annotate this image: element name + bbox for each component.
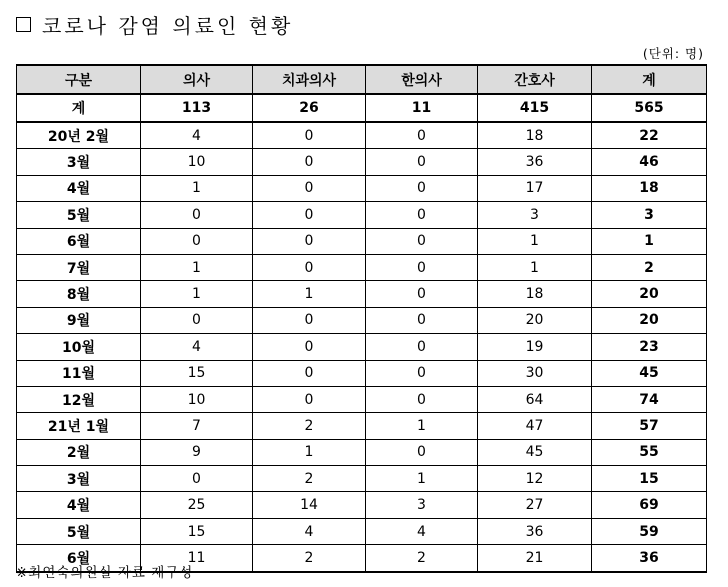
- cell-dentist: 1: [253, 281, 366, 307]
- cell-doctor: 0: [141, 228, 253, 254]
- cell-month-label: 4월: [17, 492, 141, 518]
- cell-month-label: 3월: [17, 149, 141, 175]
- cell-oriental-doctor: 4: [366, 518, 478, 544]
- cell-nurse: 19: [478, 334, 592, 360]
- cell-sum: 59: [592, 518, 707, 544]
- cell-oriental-doctor: 0: [366, 228, 478, 254]
- cell-doctor: 15: [141, 518, 253, 544]
- cell-doctor: 10: [141, 386, 253, 412]
- total-label: 계: [17, 94, 141, 122]
- header-category: 구분: [17, 65, 141, 94]
- cell-doctor: 7: [141, 413, 253, 439]
- table-row: [17, 254, 707, 280]
- cell-nurse: 21: [478, 545, 592, 572]
- header-total: 계: [592, 65, 707, 94]
- table-row: [17, 466, 707, 492]
- total-oriental-doctor: 11: [366, 94, 478, 122]
- cell-dentist: 2: [253, 545, 366, 572]
- table-row: [17, 202, 707, 228]
- header-doctor: 의사: [141, 65, 253, 94]
- cell-dentist: 2: [253, 413, 366, 439]
- total-sum: 565: [592, 94, 707, 122]
- cell-month-label: 9월: [17, 307, 141, 333]
- cell-sum: 57: [592, 413, 707, 439]
- table-row: [17, 518, 707, 544]
- cell-sum: 15: [592, 466, 707, 492]
- table-row: [17, 175, 707, 201]
- source-note: ※최연숙의원실 자료 재구성: [16, 565, 194, 581]
- cell-month-label: 4월: [17, 175, 141, 201]
- cell-oriental-doctor: 0: [366, 439, 478, 465]
- cell-month-label: 5월: [17, 202, 141, 228]
- cell-nurse: 27: [478, 492, 592, 518]
- total-nurse: 415: [478, 94, 592, 122]
- table-row: [17, 307, 707, 333]
- cell-oriental-doctor: 0: [366, 307, 478, 333]
- cell-nurse: 36: [478, 518, 592, 544]
- cell-sum: 55: [592, 439, 707, 465]
- checkbox-square-icon: [16, 17, 31, 32]
- cell-oriental-doctor: 0: [366, 149, 478, 175]
- cell-sum: 69: [592, 492, 707, 518]
- cell-month-label: 11월: [17, 360, 141, 386]
- cell-nurse: 64: [478, 386, 592, 412]
- cell-sum: 1: [592, 228, 707, 254]
- cell-oriental-doctor: 2: [366, 545, 478, 572]
- cell-month-label: 21년 1월: [17, 413, 141, 439]
- cell-oriental-doctor: 0: [366, 334, 478, 360]
- cell-sum: 36: [592, 545, 707, 572]
- cell-oriental-doctor: 1: [366, 466, 478, 492]
- cell-month-label: 20년 2월: [17, 122, 141, 149]
- table-row: [17, 334, 707, 360]
- cell-dentist: 0: [253, 386, 366, 412]
- cell-nurse: 3: [478, 202, 592, 228]
- header-row: [17, 65, 707, 94]
- cell-doctor: 4: [141, 122, 253, 149]
- cell-oriental-doctor: 0: [366, 281, 478, 307]
- cell-sum: 45: [592, 360, 707, 386]
- cell-doctor: 1: [141, 175, 253, 201]
- cell-dentist: 0: [253, 122, 366, 149]
- cell-dentist: 14: [253, 492, 366, 518]
- cell-month-label: 5월: [17, 518, 141, 544]
- cell-doctor: 15: [141, 360, 253, 386]
- cell-month-label: 10월: [17, 334, 141, 360]
- cell-month-label: 6월: [17, 545, 141, 572]
- cell-sum: 74: [592, 386, 707, 412]
- cell-sum: 2: [592, 254, 707, 280]
- cell-dentist: 0: [253, 334, 366, 360]
- cell-dentist: 0: [253, 360, 366, 386]
- table-row: [17, 281, 707, 307]
- table-row: [17, 149, 707, 175]
- cell-month-label: 2월: [17, 439, 141, 465]
- cell-dentist: 0: [253, 254, 366, 280]
- cell-nurse: 47: [478, 413, 592, 439]
- cell-doctor: 1: [141, 281, 253, 307]
- cell-nurse: 12: [478, 466, 592, 492]
- table-row: [17, 122, 707, 149]
- cell-month-label: 6월: [17, 228, 141, 254]
- total-row: [17, 94, 707, 122]
- cell-nurse: 30: [478, 360, 592, 386]
- cell-dentist: 4: [253, 518, 366, 544]
- cell-sum: 22: [592, 122, 707, 149]
- cell-dentist: 0: [253, 307, 366, 333]
- table-row: [17, 228, 707, 254]
- cell-nurse: 1: [478, 254, 592, 280]
- cell-doctor: 0: [141, 307, 253, 333]
- cell-oriental-doctor: 0: [366, 175, 478, 201]
- cell-nurse: 36: [478, 149, 592, 175]
- cell-oriental-doctor: 3: [366, 492, 478, 518]
- cell-doctor: 0: [141, 202, 253, 228]
- cell-oriental-doctor: 0: [366, 386, 478, 412]
- cell-nurse: 1: [478, 228, 592, 254]
- cell-dentist: 0: [253, 202, 366, 228]
- cell-sum: 23: [592, 334, 707, 360]
- cell-oriental-doctor: 0: [366, 122, 478, 149]
- header-oriental-doctor: 한의사: [366, 65, 478, 94]
- total-doctor: 113: [141, 94, 253, 122]
- unit-label: (단위: 명): [642, 46, 704, 61]
- table-row: [17, 360, 707, 386]
- cell-nurse: 20: [478, 307, 592, 333]
- cell-month-label: 12월: [17, 386, 141, 412]
- header-dentist: 치과의사: [253, 65, 366, 94]
- cell-dentist: 1: [253, 439, 366, 465]
- medical-staff-infection-table: [16, 64, 707, 573]
- cell-sum: 18: [592, 175, 707, 201]
- cell-doctor: 10: [141, 149, 253, 175]
- cell-oriental-doctor: 0: [366, 360, 478, 386]
- cell-dentist: 0: [253, 175, 366, 201]
- header-nurse: 간호사: [478, 65, 592, 94]
- total-dentist: 26: [253, 94, 366, 122]
- table-row: [17, 439, 707, 465]
- cell-dentist: 0: [253, 149, 366, 175]
- cell-nurse: 18: [478, 281, 592, 307]
- cell-oriental-doctor: 0: [366, 202, 478, 228]
- cell-oriental-doctor: 1: [366, 413, 478, 439]
- cell-nurse: 17: [478, 175, 592, 201]
- cell-sum: 20: [592, 281, 707, 307]
- table-row: [17, 492, 707, 518]
- cell-month-label: 3월: [17, 466, 141, 492]
- cell-doctor: 4: [141, 334, 253, 360]
- cell-doctor: 0: [141, 466, 253, 492]
- table-row: [17, 413, 707, 439]
- page-title: 코로나 감염 의료인 현황: [42, 13, 294, 38]
- cell-nurse: 45: [478, 439, 592, 465]
- cell-sum: 20: [592, 307, 707, 333]
- title-row: [16, 10, 293, 38]
- cell-month-label: 7월: [17, 254, 141, 280]
- cell-sum: 3: [592, 202, 707, 228]
- cell-dentist: 0: [253, 228, 366, 254]
- cell-month-label: 8월: [17, 281, 141, 307]
- cell-doctor: 25: [141, 492, 253, 518]
- cell-oriental-doctor: 0: [366, 254, 478, 280]
- cell-doctor: 1: [141, 254, 253, 280]
- table-row: [17, 386, 707, 412]
- cell-sum: 46: [592, 149, 707, 175]
- cell-doctor: 9: [141, 439, 253, 465]
- cell-dentist: 2: [253, 466, 366, 492]
- cell-nurse: 18: [478, 122, 592, 149]
- cell-doctor: 11: [141, 545, 253, 572]
